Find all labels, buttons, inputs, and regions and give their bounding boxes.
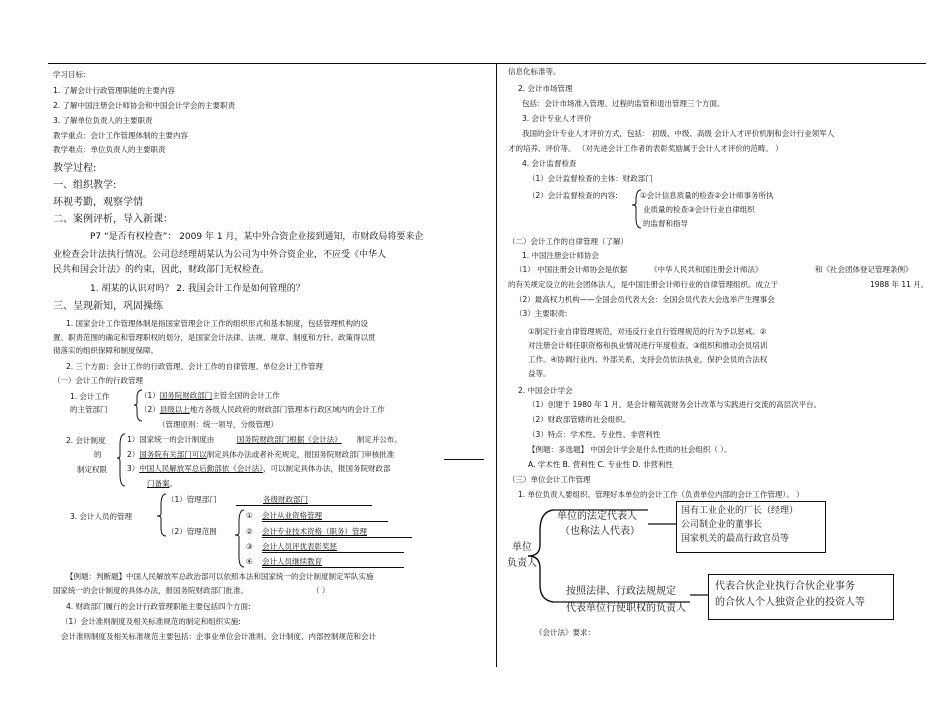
dept-item-2: （2）县级以上地方各级人民政府的财政部门管理本行政区域内的会计工作 (140, 405, 385, 414)
scope-3: 会计人员评优表彰奖惩 (262, 542, 337, 551)
diagram-branch-2-line-1: 按照法律、行政法规规定 (566, 586, 676, 597)
diagram-box-1-line-3: 国家机关的最高行政官员等 (681, 534, 790, 544)
cicpa-1-line-2: 的有关规定设立的社会团体法人，是中国注册会计师行业的自律管理组织。成立于 (508, 280, 778, 289)
sys-label-line-3: 制定权限 (77, 465, 107, 474)
cicpa-2: （2）最高权力机构——全国会员代表大会：全国会员代表大会选举产生理事会 (515, 295, 775, 304)
example-1-line-1: 【例题：判断题】中国人民解放军总政治部可以依照本法和国家统一的会计制度制定军队实施 (66, 572, 374, 581)
cicpa-1-c: 和《社会团体登记管理条例》 (815, 265, 913, 274)
example-1-line-2: 国家统一的会计制度的具体办法，报国务院财政部门批准。 (53, 586, 248, 595)
sys-item-2: 2）国务院有关部门可以制定具体办法或者补充规定，报国务院财政部门审核批准 (127, 450, 395, 459)
case-line-1: P7 “是否有权检查”： 2009 年 1 月，某中外合资企业接到通知，市财政局将要来企 (90, 232, 424, 242)
dept-label-line-1: 1. 会计工作 (70, 392, 110, 401)
diagram-branch-1-line-2: （也称法人代表） (560, 526, 640, 537)
step-1-detail: 环视考勤，观察学情 (53, 197, 143, 208)
asc-3: （3）特点：学术性、专业性、非营利性 (528, 430, 661, 439)
sys-item-3-cont: 门备案。 (147, 479, 177, 488)
cicpa-3-line-1: ①制定行业自律管理规范，对违反行业自行管理规范的行为予以惩戒。② (528, 327, 767, 336)
asc-2: （2）财政部管辖的社会组织。 (528, 415, 631, 424)
cicpa-3-line-2: 对注册会计师任职资格和执业情况进行年度检查。③组织和推动会员培训 (528, 341, 768, 350)
section-1-heading: （一）会计工作的行政管理 (53, 376, 143, 385)
key-point: 教学重点：会计工作管理体制的主要内容 (53, 131, 188, 140)
section-2-heading: （二）会计工作的自律管理（了解） (508, 237, 628, 246)
diagram-root-line-2: 负责人 (507, 558, 537, 569)
study-goals-heading: 学习目标: (53, 70, 86, 79)
dept-item-1: （1）国务院财政部门主管全国的会计工作 (140, 391, 280, 400)
para-4-item-1-detail: 会计准则制度及相关标准规范主要包括：企事业单位会计准则、会计制度、内部控制规范和会计 (61, 632, 376, 641)
para-1-line-3: 彻落实的组织保障和制度保障。 (53, 346, 158, 355)
scope-2: 会计专业技术资格（职务）管理 (262, 527, 367, 536)
supervise-title: 4. 会计监督检查 (522, 159, 577, 168)
scope-1: 会计从业资格管理 (262, 511, 322, 520)
case-questions: 1. 胡某的认识对吗？ 2. 我国会计工作是如何管理的？ (90, 284, 305, 294)
goal-2: 2. 了解中国注册会计师协会和中国会计学会的主要职责 (53, 101, 236, 110)
para-1-line-1: 1. 国家会计工作管理体制是指国家管理会计工作的组织形式和基本制度，包括管理机构的设 (66, 319, 369, 328)
cicpa-title: 1. 中国注册会计师协会 (522, 251, 600, 260)
dept-label-line-2: 的主管部门 (70, 405, 108, 414)
supervise-1: （1）会计监督检查的主体：财政部门 (528, 174, 653, 183)
diagram-box-2-line-2: 的合伙人个人独资企业的投资人等 (715, 597, 865, 608)
diagram-branch-2-line-2: 代表单位行使职权的负责人 (566, 603, 686, 614)
cicpa-1-b: 《中华人民共和国注册会计师法》 (650, 265, 763, 274)
sys-label-line-1: 2. 会计制度 (66, 436, 106, 445)
para-4: 4. 财政部门履行的会计行政管理职能主要包括四个方面: (66, 602, 251, 611)
market-title: 2. 会计市场管理 (518, 84, 573, 93)
goal-3: 3. 了解单位负责人的主要职责 (53, 116, 153, 125)
supervise-2a: ①会计信息质量的检查②会计师事务所执 (640, 191, 774, 200)
staff-mgmt-dept-value: 各级财政部门 (263, 495, 308, 504)
asc-title: 2. 中国会计学会 (518, 386, 573, 395)
right-top-line: 信息化标准等。 (508, 67, 561, 76)
eval-line-2: 才的培养、评价等。 （对先进会计工作者的表彰奖励属于会计人才评价的范畴。 ） (508, 144, 783, 153)
sys-label-line-2: 的 (94, 450, 102, 459)
asc-1: （1）创建于 1980 年 1 月。是会计精英就财务会计改革与实践进行交流的高层次平台。 (528, 400, 822, 409)
diagram-root-line-1: 单位 (512, 542, 532, 553)
step-1-heading: 一、组织教学: (53, 180, 117, 191)
example-2-options: A. 学术性 B. 营利性 C. 专业性 D. 非营利性 (528, 460, 673, 469)
staff-scope: （2）管理范围 (167, 527, 217, 536)
goal-1: 1. 了解会计行政管理职能的主要内容 (53, 86, 176, 95)
staff-mgmt-dept: （1）管理部门 (167, 495, 217, 504)
diagram-box-1-line-2: 公司制企业的董事长 (681, 520, 763, 530)
step-3-heading: 三、呈现新知，巩固操练 (53, 301, 163, 312)
para-4-item-1: （1）会计准则制度及相关标准规范的制定和组织实施: (61, 617, 241, 626)
diagram-box-1-line-1: 国有工业企业的厂长（经理） (681, 506, 799, 516)
scope-4: 会计人员继续教育 (262, 557, 322, 566)
eval-line-1: 我国的会计专业人才评价方式，包括： 初级、中级、高级 会计人才评价机制和会计行业领军人 (522, 129, 835, 138)
case-line-3: 民共和国会计法》的约束，因此，财政部门无权检查。 (53, 265, 270, 275)
kjf-requirement: 《会计法》要求： (535, 628, 595, 637)
supervise-2: （2）会计监督检查的内容: (528, 191, 618, 200)
cicpa-3-line-4: 益等。 (528, 369, 551, 378)
cicpa-3-line-3: 工作。④协调行业内、外部关系，支持会员依法执业，保护会员的合法权 (528, 355, 768, 364)
staff-label: 3. 会计人员的管理 (70, 512, 133, 521)
dept-principle: （管理原则：统一领导，分级管理） (158, 420, 278, 429)
scope-3-number: ③ (246, 542, 253, 551)
sys-item-1: 1）国家统一的会计制度由 国务院财政部门根据《会计法》 制定并公布。 (127, 435, 402, 444)
difficult-point: 教学难点：单位负责人的主要职责 (53, 145, 166, 154)
diagram-box-2-line-1: 代表合伙企业执行合伙企业事务 (715, 581, 855, 592)
market-detail: 包括：会计市场准入管理、过程的监管和退出管理三个方面。 (522, 99, 725, 108)
scope-1-number: ① (246, 511, 253, 520)
case-line-2: 业检查会计法执行情况。公司总经理胡某认为公司为中外合资企业，不应受《中华人 (53, 250, 387, 260)
diagram-branch-1-line-1: 单位的法定代表人 (557, 511, 637, 522)
cicpa-3: （3）主要职责: (515, 309, 568, 318)
cicpa-1-date: 1988 年 11 月。 (870, 280, 929, 289)
para-1-line-2: 置、职责范围的确定和管理职权的划分，是国家会计法律、法规、规章、制度和方针、政策得以贯 (53, 333, 376, 342)
unit-item-1: 1. 单位负责人要组织、管理好本单位的会计工作（负责单位内部的会计工作管理）。 ） (518, 490, 804, 499)
cicpa-1-a: （1） 中国注册会计师协会是依据 (515, 265, 628, 274)
supervise-2b: 业质量的检查③会计行业自律组织 (643, 205, 755, 214)
example-1-answer-paren: （ ） (312, 586, 330, 595)
para-2: 2. 三个方面：会计工作的行政管理、会计工作的自律管理、单位会计工作管理 (66, 362, 324, 371)
supervise-2c: 的监督和指导 (643, 219, 688, 228)
teaching-process-heading: 教学过程: (53, 163, 97, 174)
step-2-heading: 二、案例评析，导入新课： (53, 214, 173, 225)
scope-2-number: ② (246, 527, 253, 536)
section-3-heading: （三）单位会计工作管理 (508, 475, 591, 484)
sys-item-3: 3）中国人民解放军总后勤部依《会计法》，可以制定具体办法，报国务院财政部 (127, 464, 391, 473)
example-2: 【例题：多选题】 中国会计学会是什么性质的社会组织（ ）。 (528, 445, 732, 454)
eval-title: 3. 会计专业人才评价 (522, 114, 592, 123)
scope-4-number: ④ (246, 557, 253, 566)
